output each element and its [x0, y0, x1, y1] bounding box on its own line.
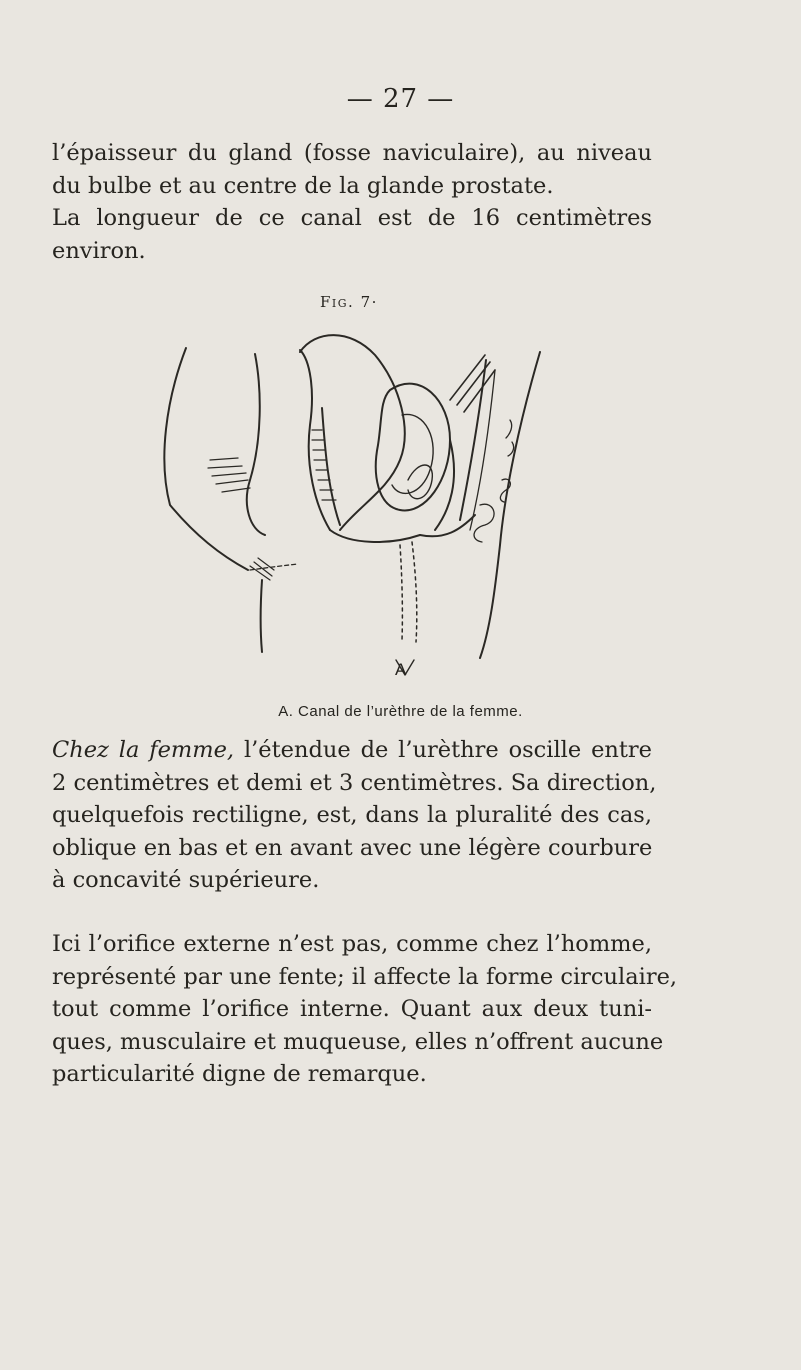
figure-letter-a: A: [395, 660, 407, 679]
italic-lead: Chez la femme,: [52, 737, 235, 763]
text-line: du bulbe et au centre de la glande prostate.: [52, 172, 554, 199]
text-line: [52, 734, 652, 767]
figure-caption: A. Canal de l’urèthre de la femme.: [278, 703, 523, 720]
text-line: à concavité supérieure.: [52, 867, 320, 893]
text-line: La longueur de ce canal est de 16 centimètres: [52, 205, 652, 231]
text-line: particularité digne de remarque.: [52, 1061, 427, 1087]
text-line: Ici l’orifice externe n’est pas, comme chez l’homme,: [52, 931, 652, 957]
text-line: représenté par une fente; il affecte la forme circulaire,: [52, 963, 678, 990]
text-line: 2 centimètres et demi et 3 centimètres. Sa direction,: [52, 769, 657, 796]
text-fragment: l’étendue de l’urèthre oscille entre: [234, 737, 652, 763]
paragraph-1: [52, 137, 652, 202]
text-line: quelquefois rectiligne, est, dans la pluralité des cas,: [52, 802, 652, 828]
paragraph-4: [52, 928, 678, 1091]
text-line: ques, musculaire et muqueuse, elles n’offrent aucune: [52, 1028, 664, 1055]
anatomical-figure: [150, 330, 550, 694]
text-line: tout comme l’orifice interne. Quant aux deux tuni-: [52, 996, 652, 1022]
text-line: oblique en bas et en avant avec une légère courbure: [52, 834, 653, 861]
page-number: — 27 —: [346, 84, 455, 114]
paragraph-2: [52, 202, 652, 267]
paragraph-3: [52, 734, 657, 897]
text-line: l’épaisseur du gland (fosse naviculaire), au niveau: [52, 140, 652, 166]
figure-label: Fig. 7·: [320, 293, 378, 311]
text-line: environ.: [52, 237, 146, 264]
urethra-diagram-illustration: [150, 330, 550, 690]
